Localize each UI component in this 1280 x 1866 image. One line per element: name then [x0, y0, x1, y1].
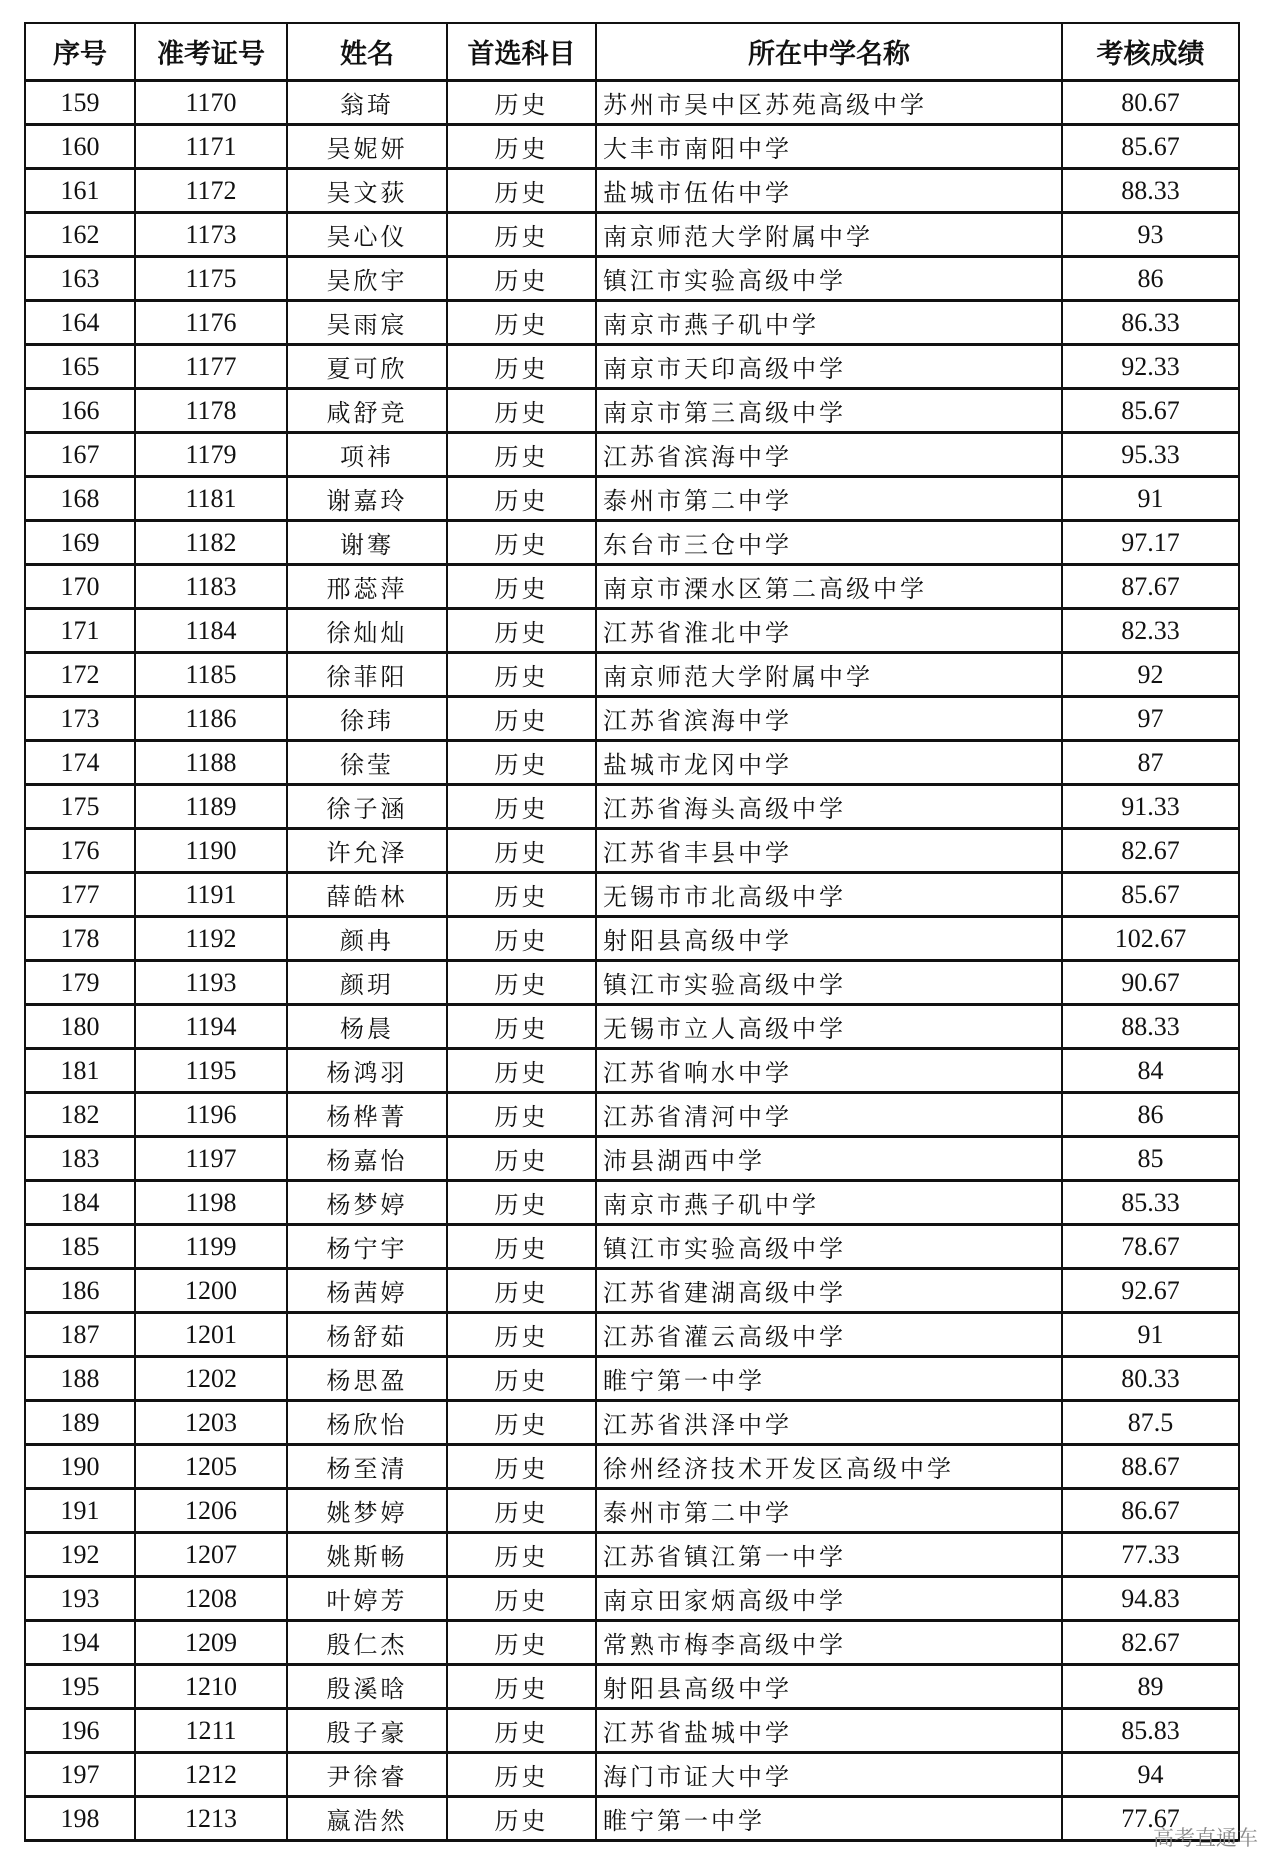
subject: 历史: [447, 1269, 596, 1313]
subject: 历史: [447, 1181, 596, 1225]
table-row: [25, 829, 1239, 873]
row-index: 197: [25, 1753, 135, 1797]
subject: 历史: [447, 169, 596, 213]
table-row: [25, 917, 1239, 961]
score: 90.67: [1062, 961, 1239, 1005]
table-row: [25, 345, 1239, 389]
exam-id: 1196: [135, 1093, 287, 1137]
student-name: 项祎: [287, 433, 447, 477]
exam-id: 1191: [135, 873, 287, 917]
exam-id: 1195: [135, 1049, 287, 1093]
school-name: 镇江市实验高级中学: [596, 1225, 1062, 1269]
school-name: 南京市天印高级中学: [596, 345, 1062, 389]
school-name: 睢宁第一中学: [596, 1797, 1062, 1841]
school-name: 镇江市实验高级中学: [596, 257, 1062, 301]
subject: 历史: [447, 1753, 596, 1797]
score: 82.33: [1062, 609, 1239, 653]
score: 91: [1062, 477, 1239, 521]
row-index: 178: [25, 917, 135, 961]
row-index: 192: [25, 1533, 135, 1577]
school-name: 江苏省丰县中学: [596, 829, 1062, 873]
student-name: 杨桦菁: [287, 1093, 447, 1137]
school-name: 泰州市第二中学: [596, 477, 1062, 521]
table-row: [25, 521, 1239, 565]
subject: 历史: [447, 1621, 596, 1665]
row-index: 165: [25, 345, 135, 389]
school-name: 常熟市梅李高级中学: [596, 1621, 1062, 1665]
table-row: [25, 1621, 1239, 1665]
table-row: [25, 125, 1239, 169]
score: 88.33: [1062, 1005, 1239, 1049]
row-index: 161: [25, 169, 135, 213]
score: 94.83: [1062, 1577, 1239, 1621]
score: 92.33: [1062, 345, 1239, 389]
score: 88.33: [1062, 169, 1239, 213]
watermark: 高考直通车: [1153, 1826, 1258, 1850]
school-name: 江苏省海头高级中学: [596, 785, 1062, 829]
exam-id: 1205: [135, 1445, 287, 1489]
exam-id: 1170: [135, 81, 287, 125]
row-index: 174: [25, 741, 135, 785]
subject: 历史: [447, 1049, 596, 1093]
student-name: 尹徐睿: [287, 1753, 447, 1797]
school-name: 南京市第三高级中学: [596, 389, 1062, 433]
score: 89: [1062, 1665, 1239, 1709]
student-name: 谢嘉玲: [287, 477, 447, 521]
student-name: 吴欣宇: [287, 257, 447, 301]
exam-id: 1186: [135, 697, 287, 741]
header-school: 所在中学名称: [596, 23, 1062, 81]
score: 93: [1062, 213, 1239, 257]
score: 77.67: [1062, 1797, 1239, 1841]
table-row: [25, 609, 1239, 653]
table-row: [25, 389, 1239, 433]
exam-id: 1177: [135, 345, 287, 389]
exam-id: 1201: [135, 1313, 287, 1357]
row-index: 181: [25, 1049, 135, 1093]
table-row: [25, 1357, 1239, 1401]
exam-id: 1208: [135, 1577, 287, 1621]
score: 85.67: [1062, 389, 1239, 433]
school-name: 射阳县高级中学: [596, 917, 1062, 961]
table-row: [25, 565, 1239, 609]
exam-id: 1206: [135, 1489, 287, 1533]
subject: 历史: [447, 873, 596, 917]
school-name: 镇江市实验高级中学: [596, 961, 1062, 1005]
row-index: 170: [25, 565, 135, 609]
exam-id: 1203: [135, 1401, 287, 1445]
student-name: 杨宁宇: [287, 1225, 447, 1269]
score: 85.67: [1062, 125, 1239, 169]
row-index: 179: [25, 961, 135, 1005]
exam-id: 1188: [135, 741, 287, 785]
row-index: 169: [25, 521, 135, 565]
exam-id: 1175: [135, 257, 287, 301]
score: 85.33: [1062, 1181, 1239, 1225]
row-index: 171: [25, 609, 135, 653]
score: 86: [1062, 257, 1239, 301]
student-name: 徐玮: [287, 697, 447, 741]
row-index: 177: [25, 873, 135, 917]
table-row: [25, 1533, 1239, 1577]
row-index: 185: [25, 1225, 135, 1269]
exam-id: 1193: [135, 961, 287, 1005]
score: 87.67: [1062, 565, 1239, 609]
student-name: 姚梦婷: [287, 1489, 447, 1533]
row-index: 183: [25, 1137, 135, 1181]
score: 85.67: [1062, 873, 1239, 917]
exam-id: 1179: [135, 433, 287, 477]
table-row: [25, 697, 1239, 741]
score: 84: [1062, 1049, 1239, 1093]
score: 82.67: [1062, 829, 1239, 873]
student-name: 杨晨: [287, 1005, 447, 1049]
exam-id: 1190: [135, 829, 287, 873]
subject: 历史: [447, 917, 596, 961]
row-index: 162: [25, 213, 135, 257]
student-name: 吴文荻: [287, 169, 447, 213]
table-row: [25, 1269, 1239, 1313]
row-index: 194: [25, 1621, 135, 1665]
student-name: 姚斯畅: [287, 1533, 447, 1577]
subject: 历史: [447, 1313, 596, 1357]
exam-id: 1197: [135, 1137, 287, 1181]
table-row: [25, 1005, 1239, 1049]
subject: 历史: [447, 1445, 596, 1489]
student-name: 吴雨宸: [287, 301, 447, 345]
school-name: 南京师范大学附属中学: [596, 653, 1062, 697]
student-name: 杨梦婷: [287, 1181, 447, 1225]
table-row: [25, 1489, 1239, 1533]
exam-id: 1200: [135, 1269, 287, 1313]
table-row: [25, 1313, 1239, 1357]
school-name: 江苏省灌云高级中学: [596, 1313, 1062, 1357]
school-name: 江苏省响水中学: [596, 1049, 1062, 1093]
school-name: 无锡市立人高级中学: [596, 1005, 1062, 1049]
subject: 历史: [447, 1357, 596, 1401]
exam-id: 1211: [135, 1709, 287, 1753]
student-name: 杨欣怡: [287, 1401, 447, 1445]
school-name: 东台市三仓中学: [596, 521, 1062, 565]
header-subject: 首选科目: [447, 23, 596, 81]
row-index: 163: [25, 257, 135, 301]
school-name: 射阳县高级中学: [596, 1665, 1062, 1709]
table-row: [25, 169, 1239, 213]
school-name: 江苏省建湖高级中学: [596, 1269, 1062, 1313]
score: 97: [1062, 697, 1239, 741]
student-name: 叶婷芳: [287, 1577, 447, 1621]
score: 87.5: [1062, 1401, 1239, 1445]
subject: 历史: [447, 1577, 596, 1621]
score: 85: [1062, 1137, 1239, 1181]
exam-id: 1183: [135, 565, 287, 609]
score: 102.67: [1062, 917, 1239, 961]
table-row: [25, 1445, 1239, 1489]
student-name: 杨至清: [287, 1445, 447, 1489]
table-row: [25, 81, 1239, 125]
score: 86: [1062, 1093, 1239, 1137]
exam-id: 1184: [135, 609, 287, 653]
row-index: 191: [25, 1489, 135, 1533]
subject: 历史: [447, 961, 596, 1005]
student-name: 邢蕊萍: [287, 565, 447, 609]
score: 97.17: [1062, 521, 1239, 565]
school-name: 江苏省盐城中学: [596, 1709, 1062, 1753]
school-name: 睢宁第一中学: [596, 1357, 1062, 1401]
row-index: 184: [25, 1181, 135, 1225]
student-name: 吴妮妍: [287, 125, 447, 169]
score: 91.33: [1062, 785, 1239, 829]
exam-id: 1212: [135, 1753, 287, 1797]
score: 92.67: [1062, 1269, 1239, 1313]
table-row: [25, 1753, 1239, 1797]
subject: 历史: [447, 1709, 596, 1753]
table-row: [25, 477, 1239, 521]
subject: 历史: [447, 345, 596, 389]
school-name: 江苏省淮北中学: [596, 609, 1062, 653]
row-index: 176: [25, 829, 135, 873]
row-index: 175: [25, 785, 135, 829]
header-name: 姓名: [287, 23, 447, 81]
student-name: 夏可欣: [287, 345, 447, 389]
table-row: [25, 653, 1239, 697]
score: 85.83: [1062, 1709, 1239, 1753]
table-row: [25, 873, 1239, 917]
table-row: [25, 1137, 1239, 1181]
header-index: 序号: [25, 23, 135, 81]
table-row: [25, 1797, 1239, 1841]
school-name: 南京市燕子矶中学: [596, 301, 1062, 345]
school-name: 江苏省滨海中学: [596, 433, 1062, 477]
score-table: [24, 22, 1240, 1842]
row-index: 172: [25, 653, 135, 697]
score: 88.67: [1062, 1445, 1239, 1489]
header-row: [25, 23, 1239, 81]
table-row: [25, 741, 1239, 785]
subject: 历史: [447, 741, 596, 785]
table-row: [25, 1181, 1239, 1225]
row-index: 180: [25, 1005, 135, 1049]
score: 78.67: [1062, 1225, 1239, 1269]
table-row: [25, 1093, 1239, 1137]
row-index: 195: [25, 1665, 135, 1709]
row-index: 164: [25, 301, 135, 345]
row-index: 173: [25, 697, 135, 741]
table-row: [25, 785, 1239, 829]
subject: 历史: [447, 1005, 596, 1049]
student-name: 颜玥: [287, 961, 447, 1005]
student-name: 殷仁杰: [287, 1621, 447, 1665]
row-index: 182: [25, 1093, 135, 1137]
table-row: [25, 961, 1239, 1005]
subject: 历史: [447, 565, 596, 609]
school-name: 苏州市吴中区苏苑高级中学: [596, 81, 1062, 125]
school-name: 南京市燕子矶中学: [596, 1181, 1062, 1225]
table-row: [25, 433, 1239, 477]
school-name: 盐城市龙冈中学: [596, 741, 1062, 785]
student-name: 杨嘉怡: [287, 1137, 447, 1181]
subject: 历史: [447, 1533, 596, 1577]
row-index: 188: [25, 1357, 135, 1401]
exam-id: 1181: [135, 477, 287, 521]
student-name: 杨舒茹: [287, 1313, 447, 1357]
student-name: 徐菲阳: [287, 653, 447, 697]
exam-id: 1194: [135, 1005, 287, 1049]
student-name: 咸舒竞: [287, 389, 447, 433]
row-index: 160: [25, 125, 135, 169]
school-name: 泰州市第二中学: [596, 1489, 1062, 1533]
subject: 历史: [447, 1093, 596, 1137]
table-row: [25, 257, 1239, 301]
row-index: 196: [25, 1709, 135, 1753]
school-name: 徐州经济技术开发区高级中学: [596, 1445, 1062, 1489]
exam-id: 1172: [135, 169, 287, 213]
school-name: 海门市证大中学: [596, 1753, 1062, 1797]
student-name: 殷溪晗: [287, 1665, 447, 1709]
student-name: 许允泽: [287, 829, 447, 873]
subject: 历史: [447, 125, 596, 169]
score: 80.33: [1062, 1357, 1239, 1401]
score: 86.67: [1062, 1489, 1239, 1533]
subject: 历史: [447, 433, 596, 477]
subject: 历史: [447, 1225, 596, 1269]
exam-id: 1199: [135, 1225, 287, 1269]
student-name: 嬴浩然: [287, 1797, 447, 1841]
school-name: 江苏省洪泽中学: [596, 1401, 1062, 1445]
exam-id: 1210: [135, 1665, 287, 1709]
score: 80.67: [1062, 81, 1239, 125]
table-row: [25, 1049, 1239, 1093]
subject: 历史: [447, 477, 596, 521]
row-index: 193: [25, 1577, 135, 1621]
subject: 历史: [447, 257, 596, 301]
exam-id: 1189: [135, 785, 287, 829]
subject: 历史: [447, 1665, 596, 1709]
row-index: 166: [25, 389, 135, 433]
subject: 历史: [447, 301, 596, 345]
table-row: [25, 213, 1239, 257]
school-name: 江苏省清河中学: [596, 1093, 1062, 1137]
student-name: 谢骞: [287, 521, 447, 565]
score: 92: [1062, 653, 1239, 697]
row-index: 167: [25, 433, 135, 477]
table-row: [25, 1225, 1239, 1269]
exam-id: 1182: [135, 521, 287, 565]
school-name: 大丰市南阳中学: [596, 125, 1062, 169]
subject: 历史: [447, 1401, 596, 1445]
subject: 历史: [447, 1137, 596, 1181]
student-name: 徐灿灿: [287, 609, 447, 653]
school-name: 沛县湖西中学: [596, 1137, 1062, 1181]
student-name: 杨思盈: [287, 1357, 447, 1401]
school-name: 南京师范大学附属中学: [596, 213, 1062, 257]
subject: 历史: [447, 81, 596, 125]
score: 86.33: [1062, 301, 1239, 345]
school-name: 无锡市市北高级中学: [596, 873, 1062, 917]
subject: 历史: [447, 653, 596, 697]
exam-id: 1173: [135, 213, 287, 257]
row-index: 186: [25, 1269, 135, 1313]
school-name: 南京市溧水区第二高级中学: [596, 565, 1062, 609]
student-name: 吴心仪: [287, 213, 447, 257]
school-name: 江苏省镇江第一中学: [596, 1533, 1062, 1577]
student-name: 颜冉: [287, 917, 447, 961]
score: 94: [1062, 1753, 1239, 1797]
header-score: 考核成绩: [1062, 23, 1239, 81]
exam-id: 1171: [135, 125, 287, 169]
header-exam-id: 准考证号: [135, 23, 287, 81]
subject: 历史: [447, 389, 596, 433]
exam-id: 1209: [135, 1621, 287, 1665]
school-name: 南京田家炳高级中学: [596, 1577, 1062, 1621]
row-index: 159: [25, 81, 135, 125]
score: 77.33: [1062, 1533, 1239, 1577]
subject: 历史: [447, 1489, 596, 1533]
subject: 历史: [447, 1797, 596, 1841]
subject: 历史: [447, 829, 596, 873]
table-row: [25, 1665, 1239, 1709]
score: 91: [1062, 1313, 1239, 1357]
subject: 历史: [447, 213, 596, 257]
score: 87: [1062, 741, 1239, 785]
row-index: 189: [25, 1401, 135, 1445]
score: 82.67: [1062, 1621, 1239, 1665]
school-name: 江苏省滨海中学: [596, 697, 1062, 741]
student-name: 薛皓林: [287, 873, 447, 917]
subject: 历史: [447, 697, 596, 741]
table-row: [25, 301, 1239, 345]
row-index: 190: [25, 1445, 135, 1489]
student-name: 徐子涵: [287, 785, 447, 829]
student-name: 杨鸿羽: [287, 1049, 447, 1093]
subject: 历史: [447, 609, 596, 653]
exam-id: 1198: [135, 1181, 287, 1225]
student-name: 杨茜婷: [287, 1269, 447, 1313]
student-name: 翁琦: [287, 81, 447, 125]
exam-id: 1202: [135, 1357, 287, 1401]
exam-id: 1207: [135, 1533, 287, 1577]
school-name: 盐城市伍佑中学: [596, 169, 1062, 213]
score: 95.33: [1062, 433, 1239, 477]
table-row: [25, 1577, 1239, 1621]
subject: 历史: [447, 521, 596, 565]
student-name: 徐莹: [287, 741, 447, 785]
table-row: [25, 1401, 1239, 1445]
exam-id: 1185: [135, 653, 287, 697]
exam-id: 1176: [135, 301, 287, 345]
table-row: [25, 1709, 1239, 1753]
exam-id: 1192: [135, 917, 287, 961]
exam-id: 1213: [135, 1797, 287, 1841]
row-index: 198: [25, 1797, 135, 1841]
subject: 历史: [447, 785, 596, 829]
exam-id: 1178: [135, 389, 287, 433]
row-index: 187: [25, 1313, 135, 1357]
row-index: 168: [25, 477, 135, 521]
student-name: 殷子豪: [287, 1709, 447, 1753]
